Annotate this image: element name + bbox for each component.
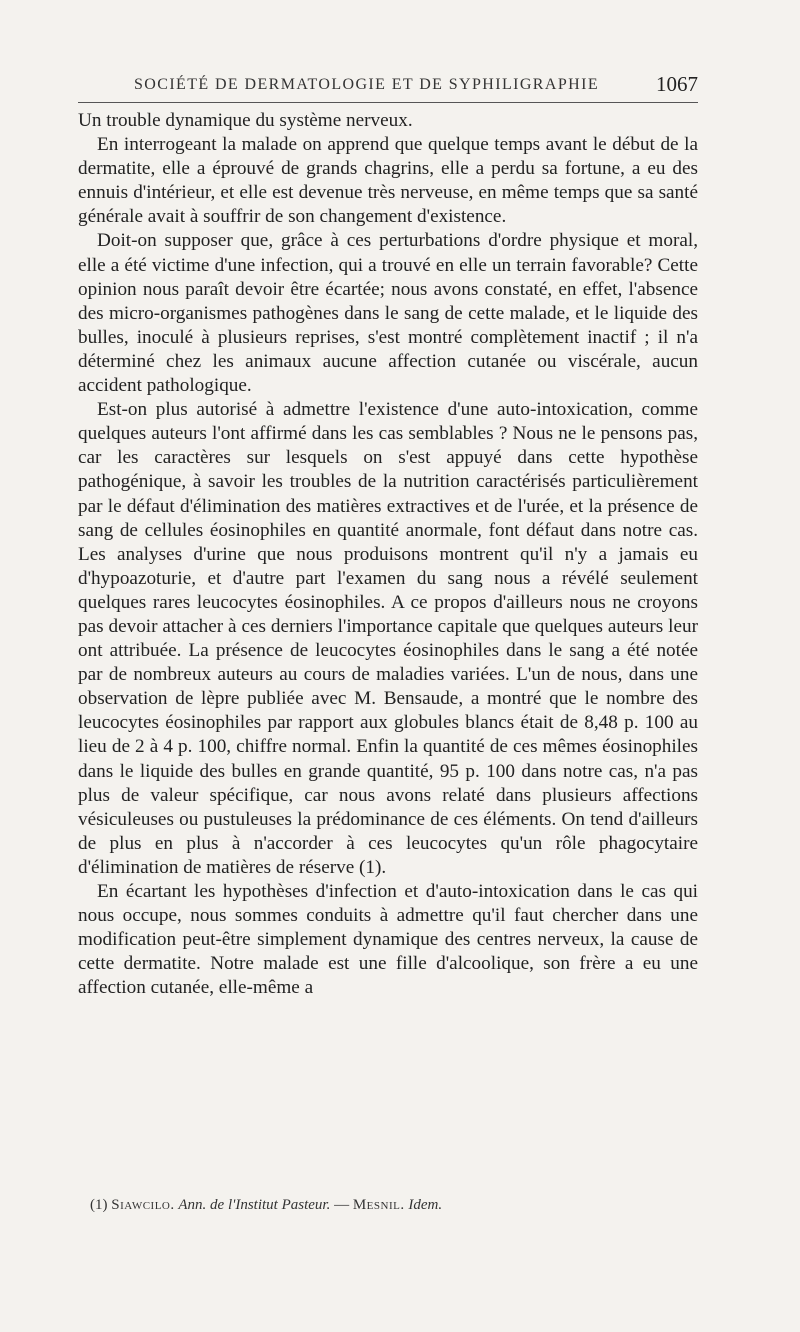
paragraph-1: Un trouble dynamique du système nerveux. bbox=[78, 110, 413, 131]
footnote-source-2: Idem. bbox=[408, 1197, 443, 1213]
paragraph-4: Est-on plus autorisé à admettre l'existence d'une auto-intoxication, comme quelques auteurs l'ont affirmé dans les cas semblables ? Nous ne le pensons pas, car les caractères sur lesquels on s'est appuyé dans cette hypothèse pathogénique, à savoir les troubles de la nutrition caractérisés particulièrement par le défaut d'élimination des matières extractives et de l'urée, et la présence de sang de cellules éosinophiles en quantité anormale, font défaut dans notre cas. Les analyses d'urine que nous produisons montrent qu'il n'y a jamais eu d'hypoazoturie, et d'autre part l'examen du sang nous a révélé seulement quelques rares leucocytes éosinophiles. A ce propos d'ailleurs nous ne croyons pas devoir attacher à ces derniers l'importance capitale que quelques auteurs leur ont attribuée. La présence de leucocytes éosinophiles dans le sang a été notée par de nombreux auteurs au cours de maladies variées. L'un de nous, dans une observation de lèpre publiée avec M. Bensaude, a montré que le nombre des leucocytes éosinophiles par rapport aux globules blancs était de 8,48 p. 100 au lieu de 2 à 4 p. 100, chiffre normal. Enfin la quantité de ces mêmes éosinophiles dans le liquide des bulles en grande quantité, 95 p. 100 dans notre cas, n'a pas plus de valeur spécifique, car nous avons relaté dans plusieurs affections vésiculeuses ou pustuleuses la prédominance de ces éléments. On tend d'ailleurs de plus en plus à n'accorder à ces leucocytes qu'un rôle phagocytaire d'élimination de matières de réserve (1). bbox=[78, 399, 698, 878]
page bbox=[78, 72, 698, 1000]
paragraph-2: En interrogeant la malade on apprend que quelque temps avant le début de la dermatite, elle a éprouvé de grands chagrins, elle a perdu sa fortune, a eu des ennuis d'intérieur, et elle est devenue très nerveuse, en même temps que sa santé générale avait à souffrir de son changement d'existence. bbox=[78, 134, 698, 228]
footnote bbox=[90, 1197, 442, 1214]
footnote-author-2: Mesnil. bbox=[352, 1197, 405, 1213]
footnote-separator: — bbox=[334, 1197, 350, 1213]
paragraph-5: En écartant les hypothèses d'infection et d'auto-intoxication dans le cas qui nous occupe, nous sommes conduits à admettre qu'il faut chercher dans une modification peut-être simplement dynamique des centres nerveux, la cause de cette dermatite. Notre malade est une fille d'alcoolique, son frère a eu une affection cutanée, elle-même a bbox=[78, 881, 698, 999]
paragraph-3: Doit-on supposer que, grâce à ces perturbations d'ordre physique et moral, elle a été victime d'une infection, qui a trouvé en elle un terrain favorable? Cette opinion nous paraît devoir être écartée; nous avons constaté, en effet, l'absence des micro-organismes pathogènes dans le sang de cette malade, et le liquide des bulles, inoculé à plusieurs reprises, s'est montré complètement inactif ; il n'a déterminé chez les animaux aucune affection cutanée ou viscérale, aucun accident pathologique. bbox=[78, 230, 698, 397]
page-number: 1067 bbox=[656, 72, 698, 96]
body-text bbox=[78, 109, 698, 1000]
footnote-marker: (1) bbox=[90, 1197, 108, 1213]
footnote-author-1: Siawcilo. bbox=[111, 1197, 175, 1213]
footnote-source-1: Ann. de l'Institut Pasteur. bbox=[178, 1197, 331, 1213]
running-title: SOCIÉTÉ DE DERMATOLOGIE ET DE SYPHILIGRAPHIE bbox=[134, 76, 599, 93]
running-head bbox=[78, 72, 698, 103]
